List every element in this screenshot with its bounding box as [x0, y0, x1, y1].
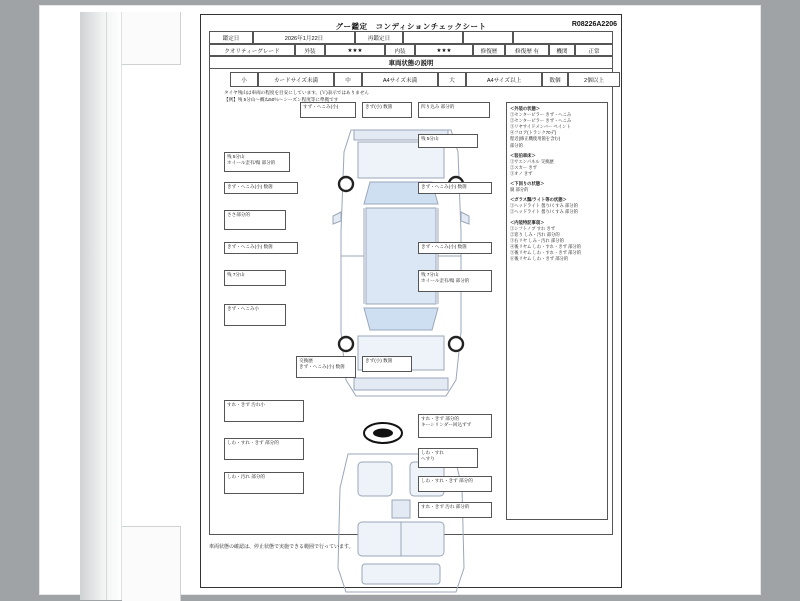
page-binder-fold — [106, 12, 167, 600]
legend-mark-large: 大 — [438, 72, 466, 87]
condition-check-sheet — [200, 14, 622, 588]
page-corner-top-left — [122, 12, 181, 65]
label-reinspection-date: 再鑑定日 — [355, 31, 403, 44]
legend-line: ②スカー きず — [510, 164, 537, 170]
label-bottom-2: きず(小) 数箇 — [362, 356, 412, 372]
label-interior: 内装 — [385, 44, 415, 57]
tire-note-line-1: タイヤ残山は車両の程度を目安にしています。(Ｖ)表示ではありません — [224, 90, 370, 95]
value-reinspection-date — [403, 31, 463, 44]
header-blank-1 — [463, 31, 513, 44]
label-top-3: 凹り込み 部分的 — [418, 102, 490, 118]
label-left-8: しわ・すれ・きず 部分的 — [224, 438, 304, 460]
value-inspection-date: 2026年1月22日 — [253, 31, 355, 44]
label-right-3: 残 7分山 ホイール歪有/傷 部分的 — [418, 270, 492, 292]
legend-line: ＜外装の状態＞ — [510, 106, 541, 111]
header-blank-2 — [513, 31, 613, 44]
label-right-5: しわ・すれ へすり — [418, 448, 478, 468]
value-interior-stars: ★★★ — [415, 44, 473, 57]
steering-wheel-icon — [362, 420, 404, 446]
label-right-4: すれ・きず 部分的 キーシリンダー回込ずず — [418, 414, 492, 438]
value-exterior-stars: ★★★ — [325, 44, 385, 57]
legend-line: ③右リヤ しみ・汚れ 部分的 — [510, 237, 564, 243]
page-corner-bottom-left — [122, 526, 181, 601]
legend-line: ①シフトノブ すれ きず — [510, 225, 556, 231]
label-left-6: きず・へこみ小 — [224, 304, 286, 326]
legend-line: ＜ガラス類/ライト等の状態＞ — [510, 197, 567, 203]
vehicle-condition-panel — [209, 55, 613, 535]
label-top-1: すず・へこみ(小) — [300, 102, 356, 118]
panel-title: 車両状態の説明 — [210, 56, 612, 69]
legend-mark-small: 小 — [230, 72, 258, 87]
legend-text-medium: A4サイズ未満 — [362, 72, 438, 87]
label-right-1: きず・へこみ(小) 数箇 — [418, 182, 492, 194]
label-left-3: ささ部分的 — [224, 210, 286, 230]
legend-line: 腐 部分的 — [510, 187, 529, 193]
legend-line: 程近(修正機使用箇を含む) — [510, 136, 561, 142]
sheet-code: R08226A2206 — [571, 21, 617, 28]
legend-line: ①ヘッドライト 曇り/くすみ 部分的 — [510, 203, 578, 209]
vehicle-interior-diagram — [306, 448, 496, 598]
label-right-6: しわ・すれ・きず 部分的 — [418, 476, 492, 492]
tire-note-line-2: 【例】残 5分山～概ね50％～シーズン程度等に準拠です — [224, 96, 339, 102]
legend-text-large: A4サイズ以上 — [466, 72, 542, 87]
legend-line: 部分的 — [510, 142, 523, 148]
legend-line: ①センターピラー きず・へこみ — [510, 112, 572, 118]
label-exterior: 外装 — [295, 44, 325, 57]
size-legend — [230, 72, 604, 87]
legend-line: ②センターピラー きず・へこみ — [510, 118, 572, 124]
legend-line: ⑥後リヤム しわ・きず 部分的 — [510, 256, 569, 262]
legend-text-multi: 2個以上 — [568, 72, 620, 87]
label-quality-grade: クオリティーグレード — [209, 44, 295, 57]
legend-line: ＜下回りの状態＞ — [510, 181, 545, 187]
label-mechanical: 機関 — [549, 44, 575, 57]
label-inspection-date: 鑑定日 — [209, 31, 253, 44]
label-right-7: すれ・きず 汚れ 部分的 — [418, 502, 492, 518]
legend-line: ②窓り しみ・汚れ 部分的 — [510, 231, 560, 237]
label-repair-history: 修復歴 — [473, 44, 505, 57]
label-repair-yes-degree: 修復歴 有 — [505, 44, 549, 57]
legend-line: ④後リヤム しわ・すれ・きず 部分的 — [510, 243, 582, 249]
sheet-title: グー鑑定 コンディションチェックシート — [335, 22, 487, 31]
legend-line: ④フロア(トランク70デ) — [510, 130, 557, 136]
legend-line: ⑤後リヤム しわ・すれ・きず 部分的 — [510, 249, 582, 255]
value-mechanical-normal: 正常 — [575, 44, 613, 57]
legend-line: ①サエンパネル 交換歴 — [510, 158, 554, 164]
condition-legend-list — [506, 102, 608, 520]
label-left-9: しわ・汚れ 部分的 — [224, 472, 304, 494]
label-bottom-1: 交換歴 きず・へこみ(小) 数箇 — [296, 356, 356, 378]
label-top-4: 残 5分山 — [418, 134, 478, 148]
label-left-2: きず・へこみ(小) 数箇 — [224, 182, 298, 194]
sheet-footer-note: 車両状態の確認は、停止状態で実施できる範囲で行っています。 — [209, 544, 354, 550]
legend-line: ＜内装特記事項＞ — [510, 219, 545, 225]
legend-text-small: カードサイズ未満 — [258, 72, 334, 87]
scanned-page — [40, 6, 760, 594]
label-top-2: きず(小) 数箇 — [362, 102, 412, 118]
label-right-2: きず・へこみ(小) 数箇 — [418, 242, 492, 254]
legend-mark-medium: 中 — [334, 72, 362, 87]
label-left-1: 残 5分山 ホイール歪有/傷 部分的 — [224, 152, 290, 172]
label-left-5: 残 7分山 — [224, 270, 286, 286]
legend-line: ③リヤサイドメンバー ペイント — [510, 124, 571, 130]
legend-line: ②ヘッドライト 曇り/くすみ 部分的 — [510, 209, 578, 215]
legend-line: ＜装伯車床＞ — [510, 152, 536, 158]
label-left-7: すれ・きず 汚れ小 — [224, 400, 304, 422]
legend-mark-multi: 数個 — [542, 72, 568, 87]
label-left-4: きず・へこみ(小) 数箇 — [224, 242, 298, 254]
legend-line: ③オノ きず — [510, 170, 533, 176]
